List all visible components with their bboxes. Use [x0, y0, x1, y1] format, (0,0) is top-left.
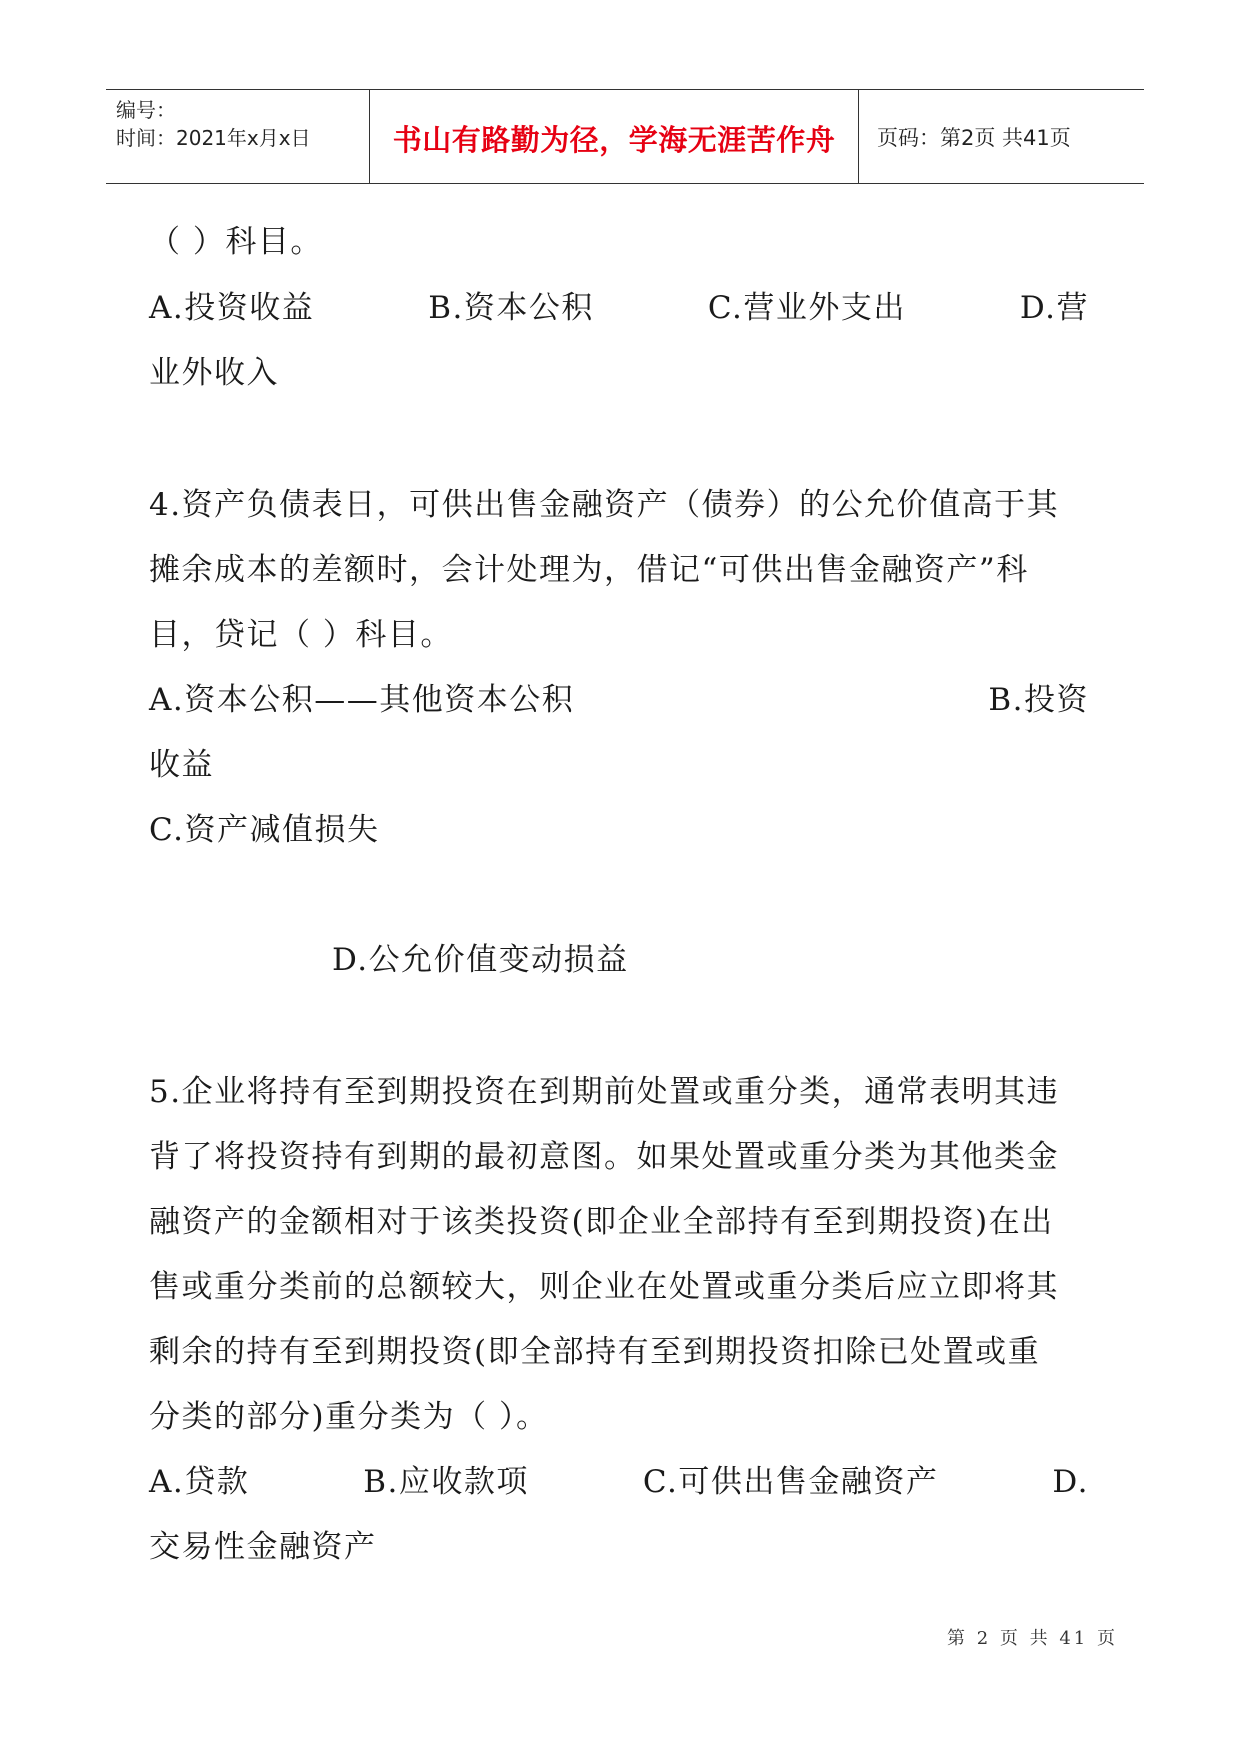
q3-option-a: A.投资收益 — [149, 290, 315, 326]
q4-option-b-wrap: 收益 — [149, 747, 214, 783]
page-footer: 第 2 页 共 41 页 — [947, 1628, 1118, 1649]
q5-option-b: B.应收款项 — [363, 1464, 529, 1500]
header-left-cell — [106, 90, 369, 183]
q5-line-2: 背了将投资持有到期的最初意图。如果处置或重分类为其他类金 — [149, 1139, 1059, 1175]
header-page-info: 页码：第2页 共41页 — [877, 126, 1071, 150]
q3-option-c: C.营业外支出 — [707, 290, 906, 326]
q3-option-d: D.营 — [1019, 290, 1089, 326]
q5-option-a: A.贷款 — [149, 1464, 250, 1500]
q3-option-b: B.资本公积 — [428, 290, 594, 326]
q5-line-1: 5.企业将持有至到期投资在到期前处置或重分类，通常表明其违 — [149, 1074, 1060, 1110]
q5-line-3: 融资产的金额相对于该类投资(即企业全部持有至到期投资)在出 — [149, 1204, 1054, 1240]
q5-line-5: 剩余的持有至到期投资(即全部持有至到期投资扣除已处置或重 — [149, 1334, 1041, 1370]
document-number-label: 编号： — [116, 98, 176, 122]
header-motto-cell — [369, 90, 859, 183]
q4-option-a: A.资本公积——其他资本公积 — [149, 682, 575, 718]
q4-option-c: C.资产减值损失 — [149, 812, 380, 848]
page-header — [106, 89, 1144, 184]
q5-line-6: 分类的部分)重分类为（ ）。 — [149, 1399, 549, 1435]
q5-option-c: C.可供出售金融资产 — [642, 1464, 939, 1500]
q5-line-4: 售或重分类前的总额较大，则企业在处置或重分类后应立即将其 — [149, 1269, 1059, 1305]
q4-option-d: D.公允价值变动损益 — [332, 942, 629, 978]
q4-line-2: 摊余成本的差额时，会计处理为，借记“可供出售金融资产”科 — [149, 552, 1029, 588]
document-time-label: 时间：2021年x月x日 — [116, 126, 311, 150]
q4-option-b: B.投资 — [988, 682, 1089, 718]
q5-options-wrap: 交易性金融资产 — [149, 1529, 377, 1565]
q4-options-row-1 — [149, 680, 1089, 720]
q4-line-3: 目，贷记（ ）科目。 — [149, 617, 453, 653]
header-page-cell — [859, 90, 1144, 183]
q5-options-row — [149, 1462, 1089, 1502]
q4-line-1: 4.资产负债表日，可供出售金融资产（债券）的公允价值高于其 — [149, 487, 1060, 523]
q3-options-wrap: 业外收入 — [149, 355, 279, 391]
header-motto: 书山有路勤为径，学海无涯苦作舟 — [392, 123, 836, 157]
q5-option-d: D. — [1052, 1464, 1089, 1500]
q3-options-row — [149, 288, 1089, 328]
q3-tail: （ ）科目。 — [149, 224, 323, 260]
